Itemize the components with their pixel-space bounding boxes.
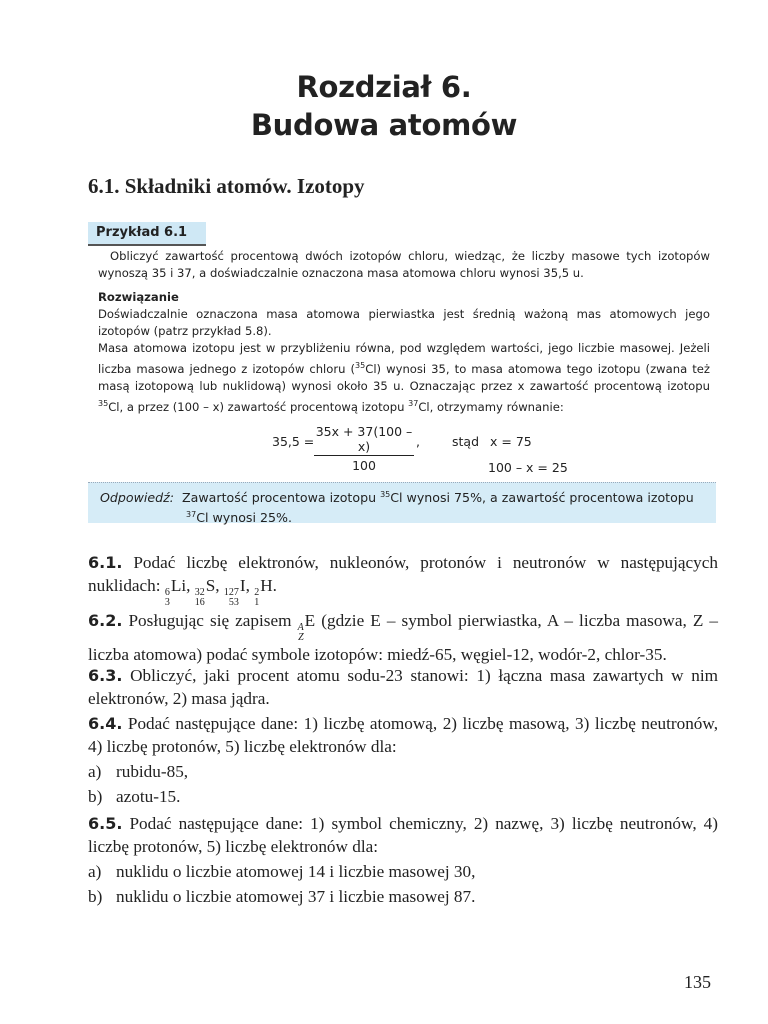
list-item: b) nuklidu o liczbie atomowej 37 i liczbie masowej 87. xyxy=(88,887,476,906)
example-problem xyxy=(98,248,710,282)
equation xyxy=(272,424,692,480)
task-number: 6.3. xyxy=(88,666,123,685)
equation-result-2: 100 – x = 25 xyxy=(488,460,568,475)
task-number: 6.1. xyxy=(88,553,123,572)
example-problem-text: Obliczyć zawartość procentową dwóch izotopów chloru, wiedząc, że liczby masowe tych izotopów wynoszą 35 i 37, a doświadczalnie oznaczona masa atomowa chloru wynosi 35,5 u. xyxy=(98,249,710,280)
solution-paragraph-1: Doświadczalnie oznaczona masa atomowa pierwiastka jest średnią ważoną mas atomowych jego izotopów (patrz przykład 5.8). xyxy=(98,307,710,338)
task-number: 6.4. xyxy=(88,714,123,733)
equation-stad: stąd xyxy=(452,434,480,449)
task-number: 6.2. xyxy=(88,611,123,630)
section-title: 6.1. Składniki atomów. Izotopy xyxy=(88,174,365,198)
example-solution xyxy=(98,289,710,416)
task-text: Podać liczbę elektronów, nukleonów, protonów i neutronów w następujących nuklidach: xyxy=(88,553,718,595)
equation-denominator: 100 xyxy=(352,458,376,473)
nuclide-s: 32 16 S xyxy=(194,576,216,608)
nuclide-h: 2 1 H xyxy=(254,576,273,608)
answer-box xyxy=(88,482,716,526)
nuclide-li: 6 3 Li xyxy=(164,576,187,608)
page-number: 135 xyxy=(684,972,711,992)
solution-heading: Rozwiązanie xyxy=(98,290,179,304)
notation-e: A Z E xyxy=(297,611,316,643)
equation-result-1: x = 75 xyxy=(490,434,532,449)
equation-fraction xyxy=(314,424,414,473)
chapter-heading xyxy=(0,68,768,144)
example-label-tab xyxy=(88,222,206,246)
equation-numerator: 35x + 37(100 – x) xyxy=(315,424,413,454)
list-item: a) rubidu-85, xyxy=(88,762,189,781)
equation-lhs: 35,5 = xyxy=(272,434,315,449)
answer-label: Odpowiedź: xyxy=(100,490,175,506)
example-label: Przykład 6.1 xyxy=(96,225,188,240)
solution-paragraph-2: Masa atomowa izotopu jest w przybliżeniu równa, pod względem wartości, jego liczbie masowej. Jeżeli liczba masowa jednego z izotopów chloru ($^{35}$Cl) wynosi 35, to masa atomowa tego izotopu (zwana też masą izotopową lub nuklidową) wynosi około 35 u. Oznaczając przez x zawartość procentową izotopu $^{35}$Cl, a przez (100 – x) zawartość procentową izotopu $^{37}$Cl, otrzymamy równanie: xyxy=(98,341,710,414)
task-number: 6.5. xyxy=(88,814,123,833)
task-6-4: 6.4. Podać następujące dane: 1) liczbę atomową, 2) liczbę masową, 3) liczbę neutronów, 4) liczbę protonów, 5) liczbę elektronów dla: a) rubidu-85, b) azotu-15. xyxy=(88,714,718,806)
task-6-5: 6.5. Podać następujące dane: 1) symbol chemiczny, 2) nazwę, 3) liczbę neutronów, 4) liczbę protonów, 5) liczbę elektronów dla: a) nuklidu o liczbie atomowej 14 i liczbie masowej 30, b) nuklidu o liczbie atomowej 37 i liczbie masowej 87. xyxy=(88,814,718,906)
nuclide-i: 127 53 I xyxy=(223,576,246,608)
task-6-2: 6.2. Posługując się zapisem A Z E (gdzie E – symbol pierwiastka, A – liczba masowa, Z – liczba atomowa) podać symbole izotopów: miedź-65, węgiel-12, wodór-2, chlor-35. xyxy=(88,611,718,664)
answer-text: Odpowiedź: Zawartość procentowa izotopu $^{35}$Cl wynosi 75%, a zawartość procentowa izotopu $^{37}$Cl wynosi 25%. xyxy=(100,490,694,526)
task-6-3: 6.3. Obliczyć, jaki procent atomu sodu-23 stanowi: 1) łączna masa zawartych w nim elektronów, 2) masa jądra. xyxy=(88,666,718,708)
equation-comma: , xyxy=(416,434,420,449)
list-item: b) azotu-15. xyxy=(88,787,181,806)
chapter-number: Rozdział 6. xyxy=(296,70,472,104)
list-item: a) nuklidu o liczbie atomowej 14 i liczbie masowej 30, xyxy=(88,862,476,881)
task-6-1: 6.1. Podać liczbę elektronów, nukleonów, protonów i neutronów w następujących nuklidach: 6 3 Li, 32 16 S, 127 53 I, 2 1 H. xyxy=(88,553,718,608)
chapter-title: Budowa atomów xyxy=(250,108,518,142)
